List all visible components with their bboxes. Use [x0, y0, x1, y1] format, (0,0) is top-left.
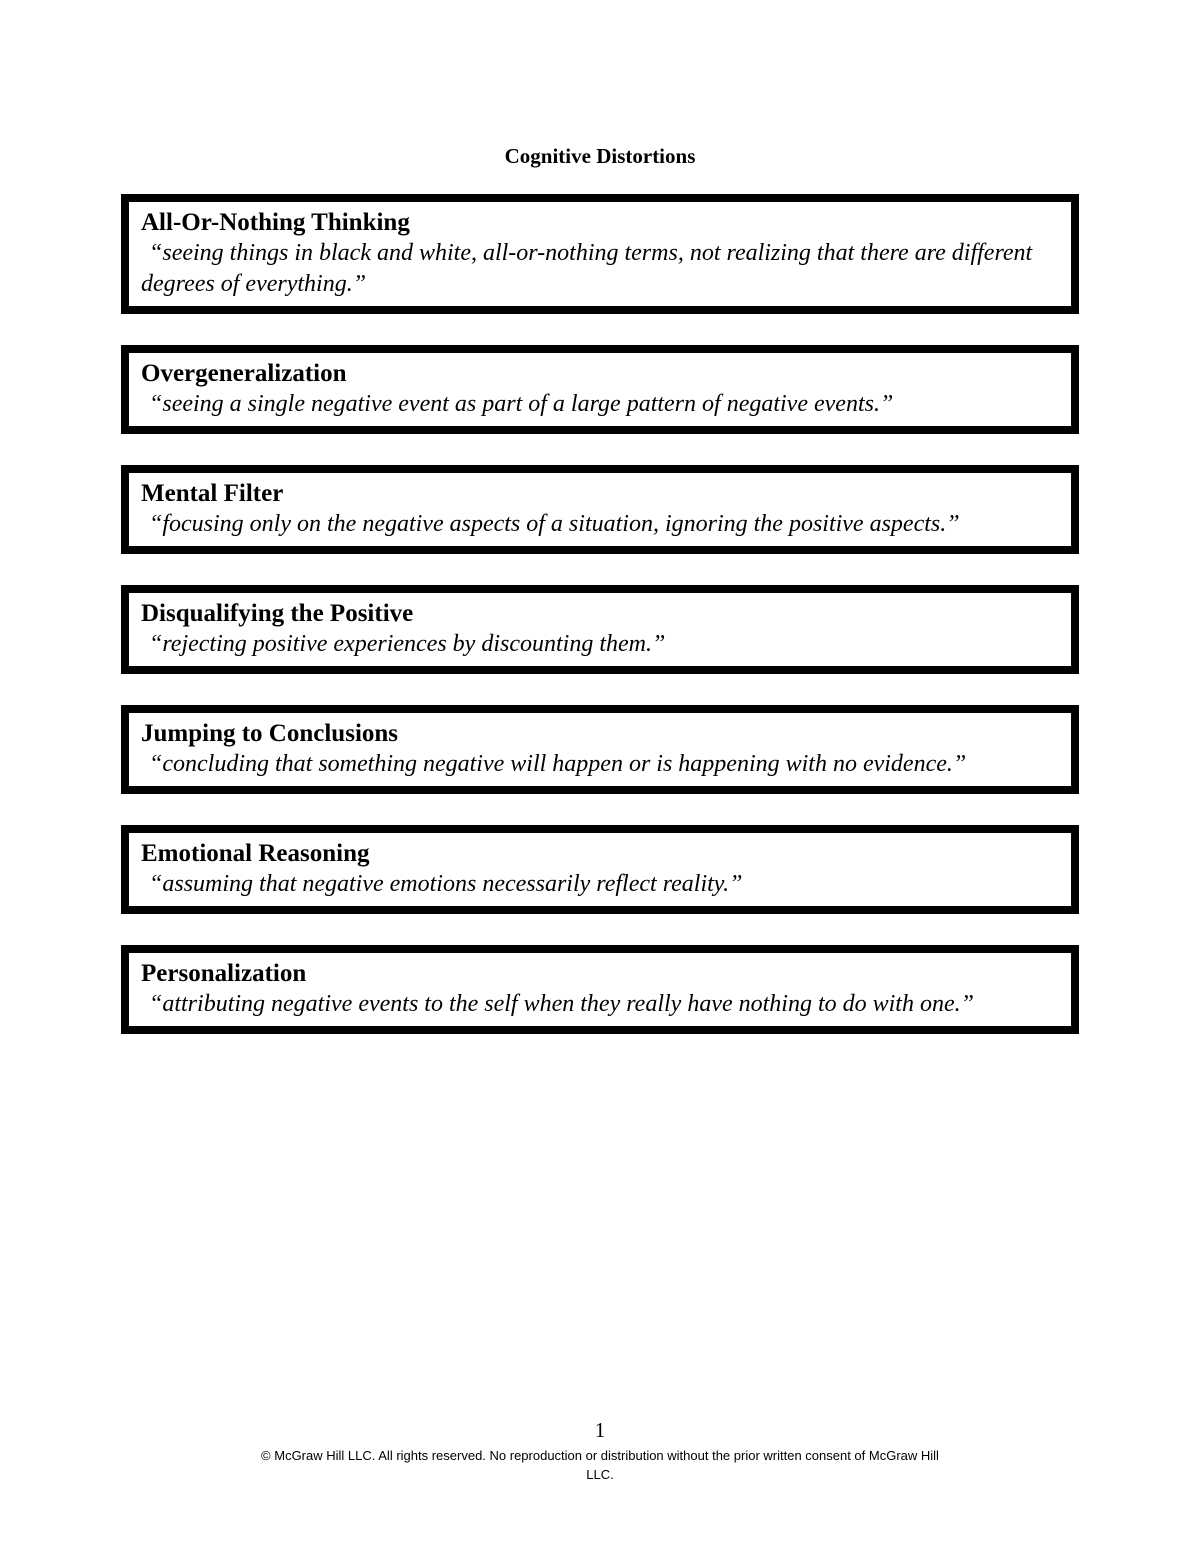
distortion-list — [121, 194, 1079, 1034]
distortion-card-personalization — [121, 945, 1079, 1034]
distortion-name: Disqualifying the Positive — [141, 600, 414, 627]
distortion-name: Mental Filter — [141, 480, 284, 507]
distortion-name: Emotional Reasoning — [141, 840, 370, 867]
distortion-description: “focusing only on the negative aspects of a situation, ignoring the positive aspects.” — [149, 511, 960, 537]
distortion-description: “concluding that something negative will happen or is happening with no evidence.” — [149, 751, 967, 777]
distortion-card-mental-filter — [121, 465, 1079, 554]
distortion-description: “seeing things in black and white, all-or-nothing terms, not realizing that there are different degrees of everything.” — [141, 240, 1033, 297]
distortion-name: Overgeneralization — [141, 360, 347, 387]
distortion-card-emotional-reasoning — [121, 825, 1079, 914]
page-title: Cognitive Distortions — [504, 144, 696, 168]
distortion-card-all-or-nothing — [121, 194, 1079, 314]
distortion-description: “attributing negative events to the self when they really have nothing to do with one.” — [149, 991, 974, 1017]
distortion-name: Jumping to Conclusions — [141, 720, 399, 747]
distortion-name: Personalization — [141, 960, 307, 987]
distortion-description: “rejecting positive experiences by discounting them.” — [149, 631, 666, 657]
distortion-description: “assuming that negative emotions necessarily reflect reality.” — [149, 871, 743, 897]
page-number: 1 — [594, 1418, 606, 1442]
distortion-description: “seeing a single negative event as part of a large pattern of negative events.” — [149, 391, 894, 417]
copyright-footer: © McGraw Hill LLC. All rights reserved. No reproduction or distribution without the prior written consent of McGraw Hill LLC. — [261, 1448, 939, 1482]
distortion-name: All-Or-Nothing Thinking — [141, 209, 410, 236]
distortion-card-disqualifying-positive — [121, 585, 1079, 674]
distortion-card-jumping-to-conclusions — [121, 705, 1079, 794]
distortion-card-overgeneralization — [121, 345, 1079, 434]
